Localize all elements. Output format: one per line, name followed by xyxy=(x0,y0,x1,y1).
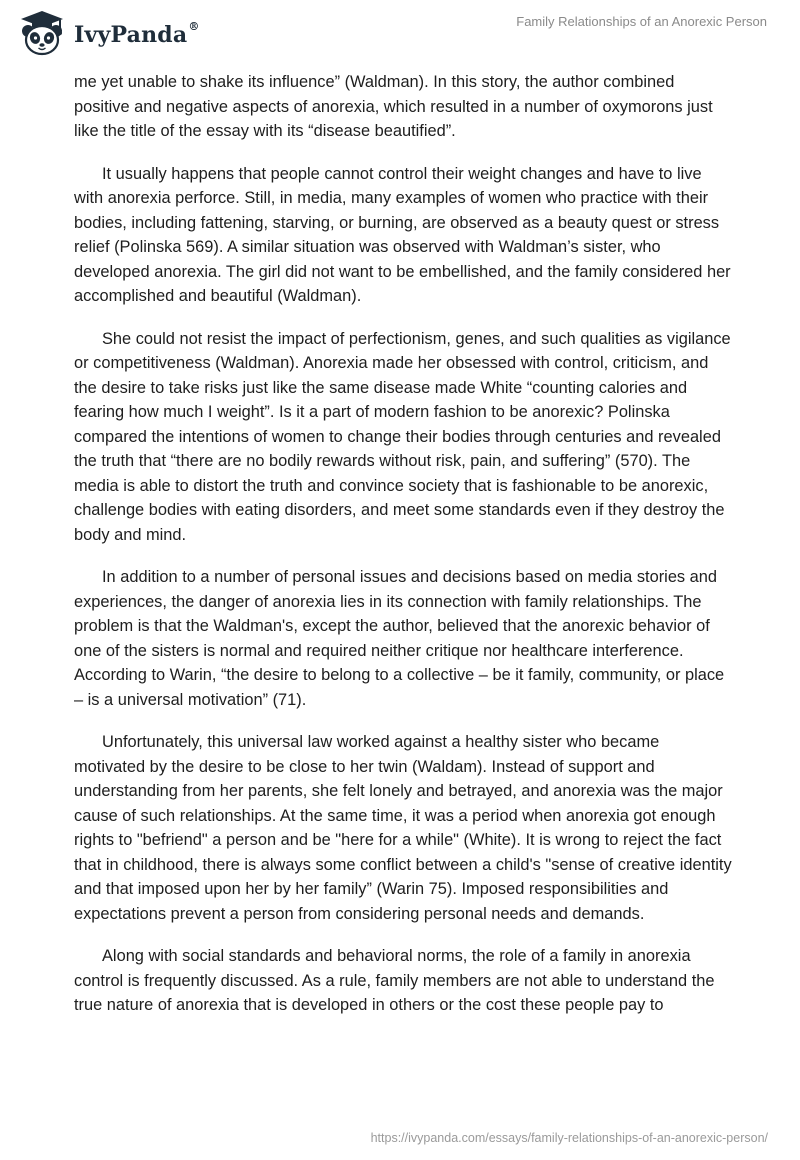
ivypanda-logo[interactable] xyxy=(16,10,200,56)
page-header xyxy=(0,0,800,70)
paragraph: me yet unable to shake its influence” (Waldman). In this story, the author combined positive and negative aspects of anorexia, which resulted in a number of oxymorons just like the title of the essay with its “disease beautified”. xyxy=(74,73,713,140)
source-url-link[interactable]: https://ivypanda.com/essays/family-relationships-of-an-anorexic-person/ xyxy=(370,1131,768,1145)
essay-body xyxy=(74,70,734,1036)
panda-graduate-icon xyxy=(16,10,68,56)
paragraph: Unfortunately, this universal law worked against a healthy sister who became motivated by the desire to be close to her twin (Waldam). Instead of support and understanding from her parents, she felt lonely and betrayed, and anorexia was the major cause of such relationships. At the same time, it was a period when anorexia got enough rights to "befriend" a person and be "here for a while" (White). It is wrong to reject the fact that in childhood, there is always some conflict between a child's "sense of creative identity and that imposed upon her by her family” (Warin 75). Imposed responsibilities and expectations prevent a person from considering personal needs and demands. xyxy=(74,733,732,923)
registered-mark: ® xyxy=(188,20,200,33)
paragraph: It usually happens that people cannot control their weight changes and have to live with anorexia perforce. Still, in media, many examples of women who practice with their bodies, including fattening, starving, or burning, are observed as a beauty quest or stress relief (Polinska 569). A similar situation was observed with Waldman’s sister, who developed anorexia. The girl did not want to be embellished, and the family considered her accomplished and beautiful (Waldman). xyxy=(74,164,731,305)
paragraph: Along with social standards and behavioral norms, the role of a family in anorexia control is frequently discussed. As a rule, family members are not able to understand the true nature of anorexia that is developed in others or the cost these people pay to xyxy=(74,947,715,1014)
brand-text: IvyPanda xyxy=(74,22,188,48)
document-title: Family Relationships of an Anorexic Person xyxy=(516,14,767,29)
brand-name xyxy=(74,22,200,48)
paragraph: She could not resist the impact of perfectionism, genes, and such qualities as vigilance or competitiveness (Waldman). Anorexia made her obsessed with control, criticism, and the desire to take risks just like the same disease made White “counting calories and fearing how much I weight”. Is it a part of modern fashion to be anorexic? Polinska compared the intentions of women to change their bodies through centuries and revealed the truth that “there are no bodily rewards without risk, pain, and suffering” (570). The media is able to distort the truth and convince society that is fashionable to be anorexic, challenge bodies with eating disorders, and meet some standards even if they destroy the body and mind. xyxy=(74,329,731,544)
paragraph: In addition to a number of personal issues and decisions based on media stories and experiences, the danger of anorexia lies in its connection with family relationships. The problem is that the Waldman's, except the author, believed that the anorexic behavior of one of the sisters is normal and required neither critique nor healthcare interference. According to Warin, “the desire to belong to a collective – be it family, community, or place – is a universal motivation” (71). xyxy=(74,568,725,709)
